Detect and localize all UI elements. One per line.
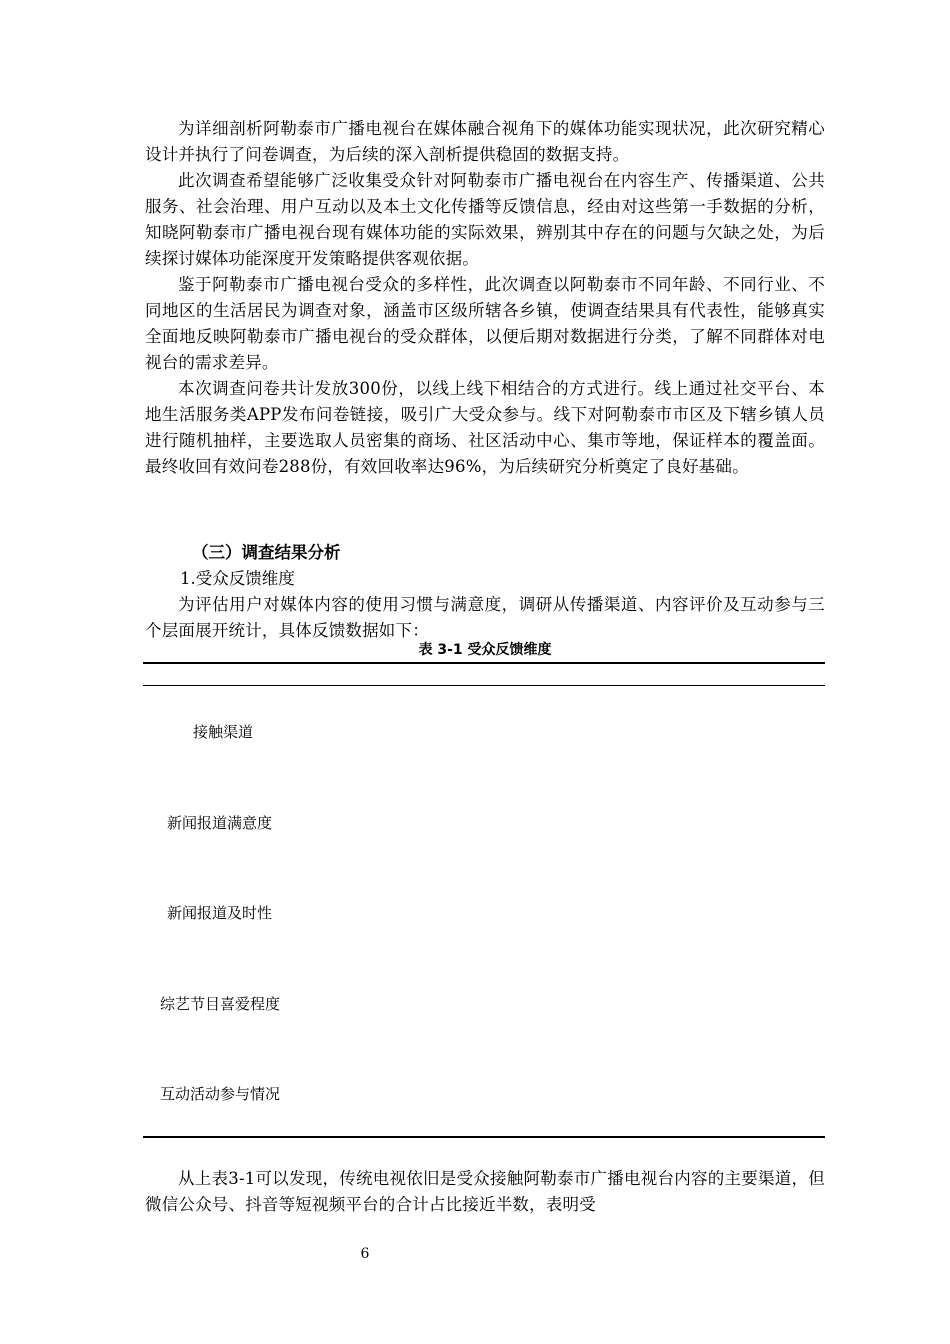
table-top-rule: [143, 662, 825, 664]
analysis-text: [145, 1166, 825, 1218]
intro-paragraph: 为评估用户对媒体内容的使用习惯与满意度，调研从传播渠道、内容评价及互动参与三个层面展开统计，具体反馈数据如下：: [145, 595, 825, 640]
table-row-label: 互动活动参与情况: [160, 1085, 281, 1103]
body-text: [145, 116, 825, 480]
analysis-paragraph: 从上表3-1可以发现，传统电视依旧是受众接触阿勒泰市广播电视台内容的主要渠道，但微信公众号、抖音等短视频平台的合计占比接近半数，表明受: [145, 1169, 825, 1214]
subsection-heading: 1.受众反馈维度: [180, 569, 295, 588]
paragraph-2: 此次调查希望能够广泛收集受众针对阿勒泰市广播电视台在内容生产、传播渠道、公共服务、社会治理、用户互动以及本土文化传播等反馈信息，经由对这些第一手数据的分析，知晓阿勒泰市广播电视台现有媒体功能的实际效果，辨别其中存在的问题与欠缺之处，为后续探讨媒体功能深度开发策略提供客观依据。: [145, 171, 825, 268]
table-bottom-rule: [143, 1136, 825, 1138]
table-row-label: 新闻报道满意度: [167, 814, 273, 832]
paragraph-4: 本次调查问卷共计发放300份，以线上线下相结合的方式进行。线上通过社交平台、本地生活服务类APP发布问卷链接，吸引广大受众参与。线下对阿勒泰市市区及下辖乡镇人员进行随机抽样，主要选取人员密集的商场、社区活动中心、集市等地，保证样本的覆盖面。最终收回有效问卷288份，有效回收率达96%，为后续研究分析奠定了良好基础。: [145, 379, 825, 476]
table-row-label: 接触渠道: [193, 723, 254, 741]
paragraph-1: 为详细剖析阿勒泰市广播电视台在媒体融合视角下的媒体功能实现状况，此次研究精心设计并执行了问卷调查，为后续的深入剖析提供稳固的数据支持。: [145, 119, 825, 164]
table-caption: 表 3-1 受众反馈维度: [418, 642, 552, 658]
table-row-label: 综艺节目喜爱程度: [160, 995, 281, 1013]
intro-text: [145, 592, 825, 644]
table-row-label: 新闻报道及时性: [167, 904, 273, 922]
page-number: 6: [360, 1246, 370, 1262]
section-heading: （三）调查结果分析: [192, 543, 341, 562]
paragraph-3: 鉴于阿勒泰市广播电视台受众的多样性，此次调查以阿勒泰市不同年龄、不同行业、不同地区的生活居民为调查对象，涵盖市区级所辖各乡镇，使调查结果具有代表性，能够真实全面地反映阿勒泰市广播电视台的受众群体，以便后期对数据进行分类，了解不同群体对电视台的需求差异。: [145, 275, 825, 372]
table-header-rule: [143, 685, 825, 686]
